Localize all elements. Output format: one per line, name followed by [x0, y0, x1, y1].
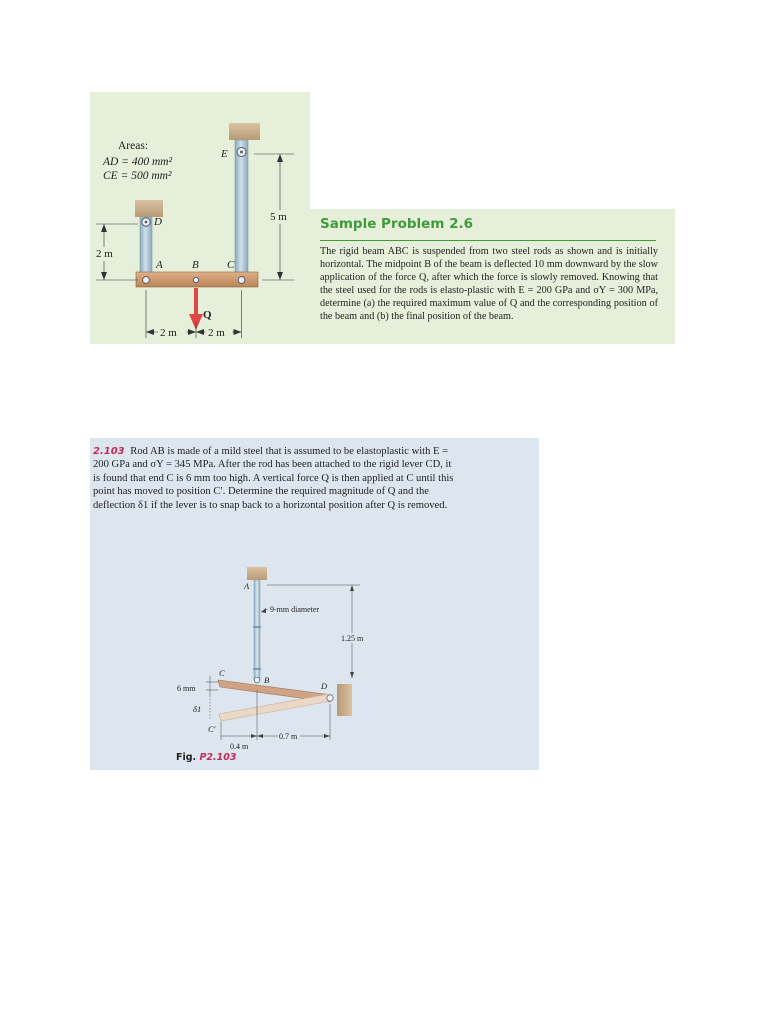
dim-07: 0.7 m — [279, 732, 298, 741]
rod-ce — [235, 140, 248, 282]
support-d2 — [337, 684, 352, 716]
areas-title: Areas: — [118, 140, 149, 152]
dim-bottom-1: 2 m — [160, 327, 177, 339]
dim-length: 1.25 m — [341, 634, 364, 643]
sample-problem-figure — [90, 92, 310, 344]
label-delta: δ1 — [193, 704, 202, 714]
pin-b2 — [254, 677, 260, 683]
support-d — [135, 200, 163, 217]
pin-d2 — [327, 695, 333, 701]
problem-text: Rod AB is made of a mild steel that is assumed to be elastoplastic with E = 200 GPa and σY = 345 MPa. After the rod has been attached to the rigid lever CD, it is found that end C is 6 mm too high. A vertical force Q is then applied at C until this point has moved to position C′. Determine the required magnitude of Q and the deflection δ1 if the lever is to snap back to a horizontal position after Q is removed. — [93, 446, 454, 511]
rod-ab — [254, 580, 260, 680]
problem-number: 2.103 — [93, 446, 125, 457]
pin-a — [143, 277, 150, 284]
figure-caption — [176, 752, 236, 763]
pin-c — [238, 277, 245, 284]
sample-problem-title: Sample Problem 2.6 — [320, 216, 474, 232]
label-d2: D — [321, 681, 328, 691]
dim-diameter: 9-mm diameter — [270, 605, 320, 614]
label-d: D — [154, 216, 162, 228]
label-a2: A — [244, 581, 250, 591]
label-a: A — [156, 259, 163, 271]
problem-figure — [160, 560, 390, 755]
label-c-prime: C′ — [208, 724, 216, 734]
dim-5m: 5 m — [270, 211, 287, 223]
pin-b — [193, 277, 198, 282]
dim-6mm: 6 mm — [177, 684, 196, 693]
label-b: B — [192, 259, 199, 271]
label-e: E — [221, 148, 228, 160]
lever-cd-deflected — [219, 694, 331, 721]
area-ad: AD = 400 mm² — [103, 156, 173, 168]
fig-number: P2.103 — [199, 752, 237, 763]
label-q: Q — [203, 309, 212, 321]
dim-bottom-2: 2 m — [208, 327, 225, 339]
support-e — [229, 123, 260, 140]
problem-statement — [93, 445, 461, 512]
label-c: C — [227, 259, 235, 271]
dim-2m-left: 2 m — [96, 248, 113, 260]
sample-problem-text: The rigid beam ABC is suspended from two steel rods as shown and is initially horizontal. The midpoint B of the beam is deflected 10 mm downward by the slow application of the force Q, after which the force is slowly removed. Knowing that the steel used for the rods is elasto-plastic with E = 200 GPa and σY = 300 MPa, determine (a) the required maximum value of Q and the corresponding position of the beam and (b) the final position of the beam. — [320, 246, 658, 323]
label-c2: C — [219, 668, 225, 678]
title-rule — [320, 240, 656, 241]
label-b2: B — [264, 675, 270, 685]
area-ce: CE = 500 mm² — [103, 170, 172, 182]
support-a — [247, 567, 267, 580]
fig-label: Fig. — [176, 752, 197, 763]
dim-04: 0.4 m — [230, 742, 249, 751]
